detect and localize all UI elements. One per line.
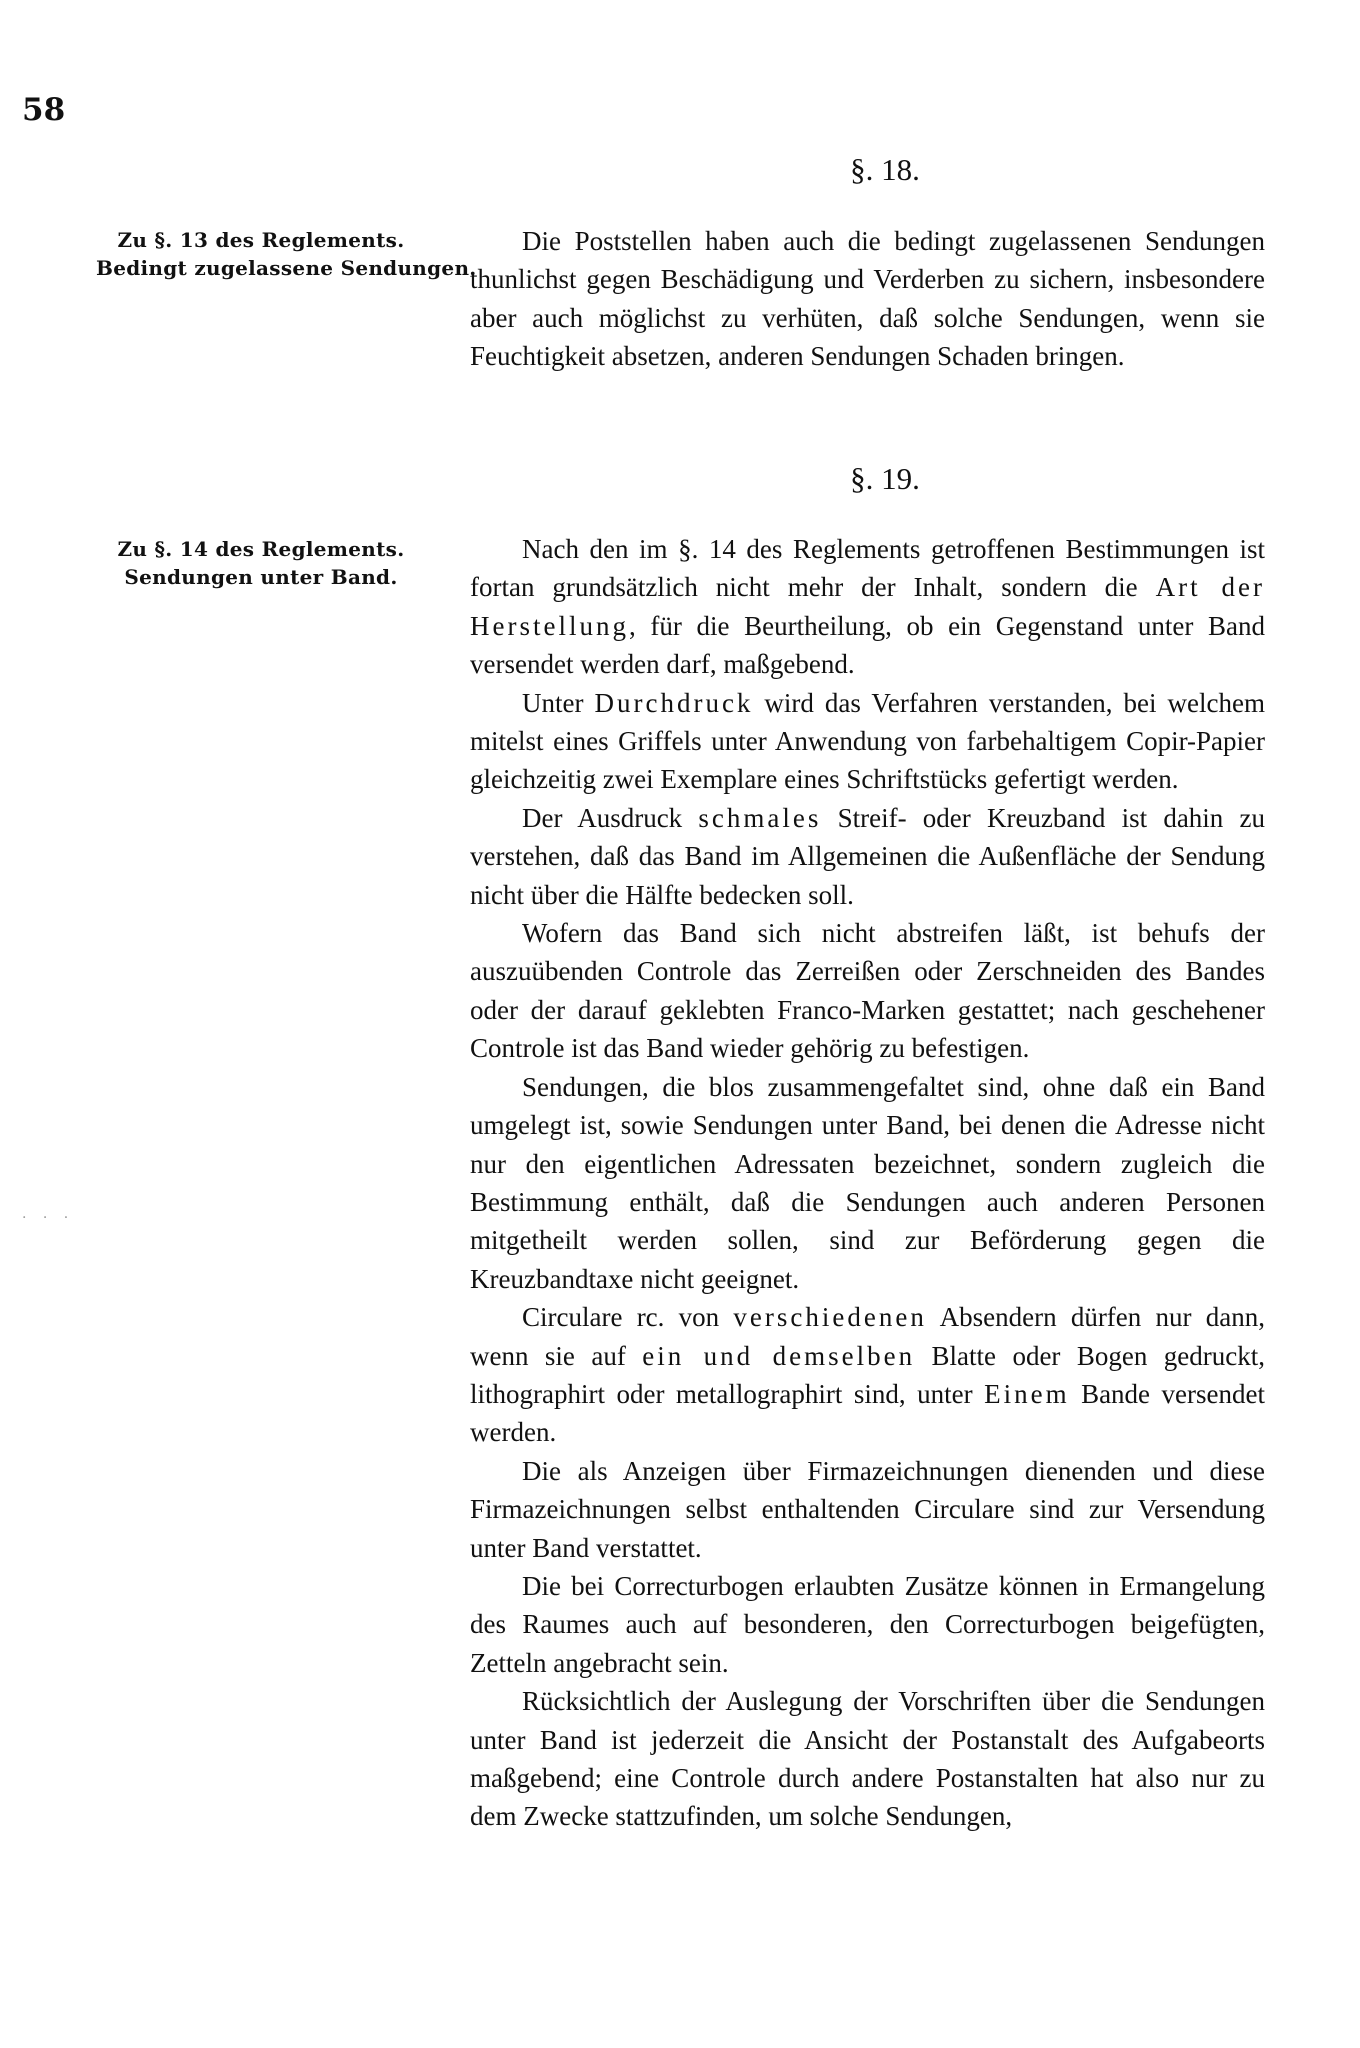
section-19-heading: §. 19. [850, 461, 920, 496]
paragraph-durchdruck: Unter Durchdruck wird das Verfahren verstanden, bei welchem mitelst eines Griffels unter Anwendung von farbehaltigem Copir-Papier gleichzeitig zwei Exemplare eines Schriftstücks gefertigt werden. [470, 687, 1265, 795]
section-18-heading: §. 18. [850, 152, 920, 187]
margin-note-reference: Zu §. 14 des Reglements. [117, 537, 405, 561]
section-18-body [470, 222, 1265, 376]
section-18-paragraph: Die Poststellen haben auch die bedingt zugelassenen Sendungen thunlichst gegen Beschädigung und Verderben zu sichern, insbesondere aber auch möglichst zu verhüten, daß solche Sendungen, wenn sie Feuchtigkeit absetzen, anderen Sendungen Schaden bringen. [470, 226, 1265, 372]
margin-note-reference: Zu §. 13 des Reglements. [117, 228, 405, 252]
margin-note-topic: Sendungen unter Band. [124, 565, 398, 589]
section-18-margin-note [96, 226, 477, 282]
paragraph-circulare: Circulare rc. von verschiedenen Absendern dürfen nur dann, wenn sie auf ein und demselben Blatte oder Bogen gedruckt, lithographirt oder metallographirt sind, unter Einem Bande versendet werden. [470, 1302, 1266, 1448]
emphasis-art-der-herstellung: Art der Herstellung [470, 572, 1266, 641]
emphasis-durchdruck: Durchdruck [594, 687, 754, 718]
paragraph-schmales-band: Der Ausdruck schmales Streif- oder Kreuzband ist dahin zu verstehen, daß das Band im Allgemeinen die Außenfläche der Sendung nicht über die Hälfte bedecken soll. [470, 802, 1266, 910]
emphasis-verschiedenen: verschiedenen [733, 1302, 927, 1333]
scan-artifact: · · · [22, 1210, 75, 1226]
paragraph-correcturbogen: Die bei Correcturbogen erlaubten Zusätze können in Ermangelung des Raumes auch auf besonderen, den Correcturbogen beigefügten, Zetteln angebracht sein. [470, 1570, 1265, 1678]
emphasis-ein-und-demselben: ein und demselben [642, 1340, 916, 1371]
paragraph-controle: Wofern das Band sich nicht abstreifen läßt, ist behufs der auszuübenden Controle das Zerreißen oder Zerschneiden des Bandes oder der darauf geklebten Franco-Marken gestattet; nach geschehener Controle ist das Band wieder gehörig zu befestigen. [470, 918, 1265, 1064]
margin-note-topic: Bedingt zugelassene Sendungen. [96, 256, 477, 280]
section-19-body [470, 530, 1265, 1836]
emphasis-einem: Einem [984, 1378, 1070, 1409]
emphasis-schmales: schmales [698, 802, 822, 833]
page-number: 58 [22, 92, 66, 128]
paragraph-content-criterion: Nach den im §. 14 des Reglements getroffenen Bestimmungen ist fortan grundsätzlich nicht mehr der Inhalt, sondern die Art der Herstellung, für die Beurtheilung, ob ein Gegenstand unter Band versendet werden darf, maßgebend. [470, 534, 1266, 680]
paragraph-firmazeichnungen: Die als Anzeigen über Firmazeichnungen dienenden und diese Firmazeichnungen selbst enthaltenden Circulare sind zur Versendung unter Band verstattet. [470, 1455, 1265, 1563]
paragraph-kreuzbandtaxe: Sendungen, die blos zusammengefaltet sind, ohne daß ein Band umgelegt ist, sowie Sendungen unter Band, bei denen die Adresse nicht nur den eigentlichen Adressaten bezeichnet, sondern zugleich die Bestimmung enthält, daß die Sendungen auch anderen Personen mitgetheilt werden sollen, sind zur Beförderung gegen die Kreuzbandtaxe nicht geeignet. [470, 1071, 1265, 1294]
paragraph-auslegung: Rücksichtlich der Auslegung der Vorschriften über die Sendungen unter Band ist jederzeit die Ansicht der Postanstalt des Aufgabeorts maßgebend; eine Controle durch andere Postanstalten hat also nur zu dem Zwecke stattzufinden, um solche Sendungen, [470, 1686, 1265, 1832]
section-19-margin-note [96, 535, 426, 591]
